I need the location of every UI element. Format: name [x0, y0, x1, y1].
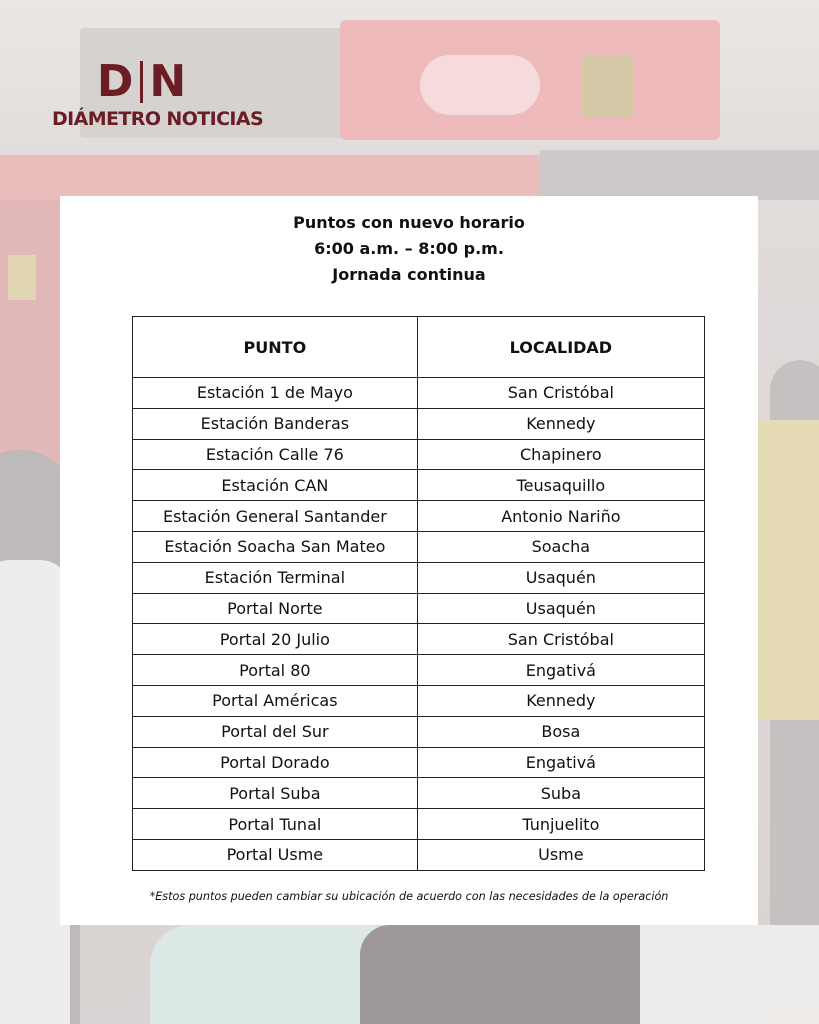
table-row [133, 655, 705, 686]
cell-localidad: Tunjuelito [417, 809, 704, 840]
cell-localidad: Teusaquillo [417, 470, 704, 501]
table-row [133, 839, 705, 870]
cell-localidad: San Cristóbal [417, 378, 704, 409]
table-body [133, 378, 705, 871]
table-row [133, 593, 705, 624]
table-row [133, 470, 705, 501]
cell-localidad: Usaquén [417, 593, 704, 624]
cell-punto: Portal 20 Julio [133, 624, 418, 655]
footnote: *Estos puntos pueden cambiar su ubicación de acuerdo con las necesidades de la operación [149, 890, 669, 903]
table-row [133, 624, 705, 655]
heading-line-2: 6:00 a.m. – 8:00 p.m. [314, 239, 504, 258]
logo-letter-d: D [96, 56, 135, 107]
column-header-localidad: LOCALIDAD [417, 317, 704, 378]
table-row [133, 378, 705, 409]
logo-name: DIÁMETRO NOTICIAS [52, 108, 264, 130]
cell-punto: Portal del Sur [133, 716, 418, 747]
cell-localidad: Antonio Nariño [417, 501, 704, 532]
logo-separator [140, 61, 143, 103]
cell-punto: Portal Américas [133, 685, 418, 716]
table-header-row [133, 317, 705, 378]
table-row [133, 778, 705, 809]
cell-punto: Estación Banderas [133, 408, 418, 439]
table-row [133, 439, 705, 470]
cell-punto: Portal Dorado [133, 747, 418, 778]
table-row [133, 562, 705, 593]
table-row [133, 531, 705, 562]
cell-punto: Portal Tunal [133, 809, 418, 840]
cell-punto: Estación General Santander [133, 501, 418, 532]
cell-localidad: Usaquén [417, 562, 704, 593]
cell-localidad: San Cristóbal [417, 624, 704, 655]
cell-localidad: Engativá [417, 655, 704, 686]
points-table [132, 316, 705, 871]
cell-punto: Portal Suba [133, 778, 418, 809]
table-row [133, 747, 705, 778]
cell-localidad: Suba [417, 778, 704, 809]
table-row [133, 716, 705, 747]
cell-localidad: Chapinero [417, 439, 704, 470]
cell-punto: Portal 80 [133, 655, 418, 686]
cell-punto: Estación Soacha San Mateo [133, 531, 418, 562]
logo-mark [52, 58, 232, 106]
cell-localidad: Kennedy [417, 685, 704, 716]
table-row [133, 809, 705, 840]
table-row [133, 685, 705, 716]
cell-punto: Estación CAN [133, 470, 418, 501]
table-row [133, 408, 705, 439]
cell-localidad: Engativá [417, 747, 704, 778]
cell-localidad: Kennedy [417, 408, 704, 439]
cell-punto: Portal Norte [133, 593, 418, 624]
cell-localidad: Bosa [417, 716, 704, 747]
cell-punto: Estación Calle 76 [133, 439, 418, 470]
schedule-card [60, 196, 758, 925]
cell-punto: Portal Usme [133, 839, 418, 870]
cell-punto: Estación 1 de Mayo [133, 378, 418, 409]
heading-line-1: Puntos con nuevo horario [293, 213, 525, 232]
cell-localidad: Usme [417, 839, 704, 870]
table-row [133, 501, 705, 532]
cell-localidad: Soacha [417, 531, 704, 562]
heading-line-3: Jornada continua [332, 265, 486, 284]
card-heading [60, 210, 758, 288]
column-header-punto: PUNTO [133, 317, 418, 378]
logo-letter-n: N [149, 56, 188, 107]
brand-logo [52, 56, 264, 130]
cell-punto: Estación Terminal [133, 562, 418, 593]
